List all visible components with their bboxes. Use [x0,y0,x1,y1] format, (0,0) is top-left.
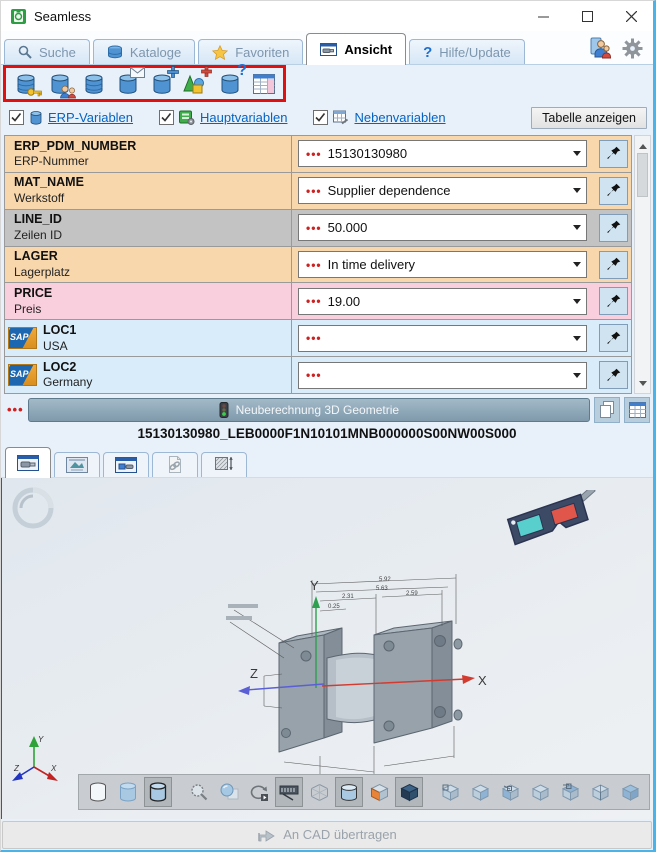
orientation-triad [7,731,65,789]
db-add-icon[interactable] [148,70,175,97]
scrollbar-thumb[interactable] [637,153,648,197]
user-session-icon[interactable] [589,37,613,59]
variable-label-cell [5,210,292,246]
viewer-3d-canvas[interactable] [1,478,653,819]
variable-value: 19.00 [327,293,361,309]
viewer-tab-window[interactable] [103,452,149,477]
an-cad-uebertragen-button[interactable] [2,821,652,849]
variable-description: Werkstoff [14,191,65,206]
shapes-add-icon[interactable] [182,70,209,97]
pin-button[interactable] [599,324,628,352]
zoom-icon[interactable] [185,777,213,807]
table-row [5,173,631,210]
table-row [5,357,631,393]
variable-label-cell [5,247,292,283]
variable-description: Zeilen ID [14,227,63,242]
db-key-icon[interactable] [12,70,39,97]
pin-button[interactable] [599,361,628,389]
variable-value: In time delivery [327,257,416,272]
preview-icon [66,457,88,473]
show-grid-button[interactable] [624,397,650,423]
pushpin-icon [605,256,622,273]
rotate-animation-icon[interactable] [245,777,273,807]
dark-cube-icon[interactable] [395,777,423,807]
recalc-button-label: Neuberechnung 3D Geometrie [235,402,400,417]
view-left-icon[interactable] [496,777,524,807]
variable-description: ERP-Nummer [14,154,89,169]
maximize-button[interactable] [565,1,609,31]
svg-text:5.92: 5.92 [379,577,391,583]
viewer-tab-strip [1,444,653,478]
scroll-down-icon[interactable] [635,377,650,393]
variable-name: LAGER [14,249,58,264]
table-row [5,136,631,173]
variable-description: Preis [14,301,42,316]
filter-erp [9,110,133,125]
copy-icon [599,401,615,418]
checkbox-haupt[interactable] [159,110,174,125]
formula-dots: ••• [306,368,322,383]
tab-hilfe-update[interactable] [409,39,525,64]
variable-label-cell [5,136,292,172]
variable-value: 50.000 [327,220,368,236]
variable-label-cell [5,173,292,209]
zoom-fit-icon[interactable] [215,777,243,807]
checkbox-erp[interactable] [9,110,24,125]
db-users-icon[interactable] [46,70,73,97]
dimensions-toggle-icon[interactable] [275,777,303,807]
pin-button[interactable] [599,177,628,205]
erp-database-icon [29,110,43,125]
measure-icon [214,456,234,474]
value-dropdown[interactable] [298,288,587,315]
minimize-button[interactable] [521,1,565,31]
variable-name: PRICE [14,286,53,301]
users-icon [60,85,77,99]
shaded-edges-cylinder-icon[interactable] [144,777,172,807]
variable-label-cell [5,357,292,393]
checkbox-neben[interactable] [313,110,328,125]
formula-dots: ••• [306,294,322,309]
spreadsheet-icon [252,72,276,96]
window-title: Seamless [34,8,92,24]
formula-dots: ••• [7,402,24,417]
variables-table [1,133,653,396]
dropdown-arrow-icon[interactable] [567,326,586,351]
viewer-toolbar [78,774,650,810]
value-dropdown[interactable] [298,251,587,278]
settings-gear-icon[interactable] [622,38,643,59]
view-bottom-icon[interactable] [586,777,614,807]
variable-description: Germany [43,375,93,390]
value-dropdown[interactable] [298,325,587,352]
part-view-icon [17,455,39,471]
dropdown-arrow-icon[interactable] [567,141,586,166]
nebenvariablen-icon [333,110,349,125]
viewer-tab-3d[interactable] [5,447,51,478]
variable-label-cell [5,283,292,319]
recalc-row [1,396,653,423]
traffic-light-icon [219,402,229,418]
variable-name: MAT_NAME [14,175,84,190]
table-row [5,210,631,247]
grid-icon [629,402,646,418]
3d-glasses-icon[interactable] [501,490,601,556]
pushpin-icon [605,330,622,347]
variable-label-cell [5,320,292,356]
tabelle-anzeigen-button[interactable]: Tabelle anzeigen [531,107,647,129]
view-icon [320,43,337,56]
db-question-icon[interactable] [216,62,247,97]
tab-label: Hilfe/Update [439,44,511,60]
pushpin-icon [605,219,622,236]
sap-logo [8,364,37,386]
triad-label-x: X [51,764,57,773]
filter-haupt [159,110,287,125]
wireframe-cylinder-icon[interactable] [84,777,112,807]
sap-logo-text: SAP [10,332,29,343]
pushpin-icon [605,182,622,199]
table-view-icon[interactable] [250,70,277,97]
axis-label-x: X [478,673,487,688]
tab-ansicht[interactable] [306,33,406,65]
pushpin-icon [605,293,622,310]
view-iso-icon[interactable] [616,777,644,807]
pushpin-icon [605,145,622,162]
catalog-icon [107,45,123,59]
dropdown-arrow-icon[interactable] [567,252,586,277]
value-dropdown[interactable] [298,362,587,389]
svg-text:2.59: 2.59 [406,591,418,597]
variable-filter-row [1,102,653,133]
axis-label-y: Y [310,578,319,593]
shaded-cylinder-icon[interactable] [114,777,142,807]
viewer-tab-dimensions[interactable] [201,452,247,477]
mail-icon [130,67,145,78]
close-icon [626,11,637,22]
star-icon [212,45,228,60]
highlight-red-box [3,62,286,102]
recalc-3d-button[interactable] [28,398,590,422]
erp-variablen-link[interactable]: ERP-Variablen [48,110,134,125]
view-back-icon[interactable] [466,777,494,807]
variable-name: ERP_PDM_NUMBER [14,138,137,153]
value-dropdown[interactable] [298,140,587,167]
cad-model[interactable] [224,566,490,781]
viewer-tab-document-link[interactable] [152,452,198,477]
rotate-orbit-widget[interactable] [9,484,57,532]
hauptvariablen-icon [179,110,195,125]
formula-dots: ••• [306,331,322,346]
tab-label: Favoriten [235,44,290,60]
footer [1,819,653,850]
tab-favoriten[interactable] [198,39,303,64]
transfer-arrow-icon [257,827,276,842]
tab-label: Kataloge [129,44,182,60]
question-icon: ? [237,62,247,79]
dropdown-arrow-icon[interactable] [567,363,586,388]
minimize-icon [538,11,549,22]
db-toolbar [1,62,653,102]
close-button[interactable] [609,1,653,31]
variable-name: LOC1 [43,322,77,337]
view-right-icon[interactable] [526,777,554,807]
dropdown-arrow-icon[interactable] [567,178,586,203]
nebenvariablen-link[interactable]: Nebenvariablen [354,110,446,125]
tab-label: Ansicht [344,41,393,57]
pin-button[interactable] [599,287,628,315]
dropdown-arrow-icon[interactable] [567,215,586,240]
value-dropdown[interactable] [298,214,587,241]
tab-kataloge[interactable] [93,39,195,64]
svg-text:2.31: 2.31 [342,594,354,600]
pin-button[interactable] [599,251,628,279]
formula-dots: ••• [306,257,322,272]
app-icon [10,8,27,25]
variable-name: LINE_ID [14,212,62,227]
table-row [5,247,631,284]
table-scrollbar[interactable] [634,135,651,394]
tab-suche[interactable] [4,39,90,64]
scroll-up-icon[interactable] [635,136,650,152]
plus-icon [167,66,179,78]
cylinder-top-icon[interactable] [335,777,363,807]
table-row [5,283,631,320]
dimension-labels [328,577,418,610]
database-icon [82,72,106,96]
table-row [5,320,631,357]
part-number: 15130130980_LEB0000F1N10101MNB000000S00NW00S000 [137,426,517,441]
view-front-icon[interactable] [436,777,464,807]
maximize-icon [582,11,593,22]
search-icon [18,45,32,59]
variable-value: 15130130980 [327,146,408,162]
triad-label-y: Y [38,735,44,744]
pin-button[interactable] [599,214,628,242]
db-icon[interactable] [80,70,107,97]
view-top-icon[interactable] [556,777,584,807]
cube-face-icon[interactable] [365,777,393,807]
sap-logo [8,327,37,349]
variable-value: Supplier dependence [327,183,451,199]
pushpin-icon [605,367,622,384]
variable-description: Lagerplatz [14,264,71,279]
variable-name: LOC2 [43,359,77,374]
formula-dots: ••• [306,183,322,198]
pin-button[interactable] [599,140,628,168]
title-bar [1,1,653,31]
db-mail-icon[interactable] [114,70,141,97]
svg-text:5.63: 5.63 [376,586,388,592]
hauptvariablen-link[interactable]: Hauptvariablen [200,110,288,125]
svg-text:0.25: 0.25 [328,604,340,610]
formula-dots: ••• [306,146,322,161]
sap-logo-text: SAP [10,369,29,380]
dropdown-arrow-icon[interactable] [567,289,586,314]
formula-dots: ••• [306,220,322,235]
axis-label-z: Z [250,666,258,681]
window-part-icon [115,457,137,473]
copy-document-button[interactable] [594,397,620,423]
document-link-icon [166,456,184,474]
key-icon [27,86,42,99]
wireframe-cube-icon[interactable] [305,777,333,807]
cad-button-label: An CAD übertragen [283,827,397,842]
main-tab-strip [1,31,653,65]
tab-label: Suche [39,44,76,60]
value-dropdown[interactable] [298,177,587,204]
help-icon: ? [423,43,433,61]
triad-label-z: Z [14,764,19,773]
variable-description: USA [43,338,68,353]
plus-icon [201,66,212,77]
filter-neben [313,110,445,125]
viewer-tab-preview[interactable] [54,452,100,477]
